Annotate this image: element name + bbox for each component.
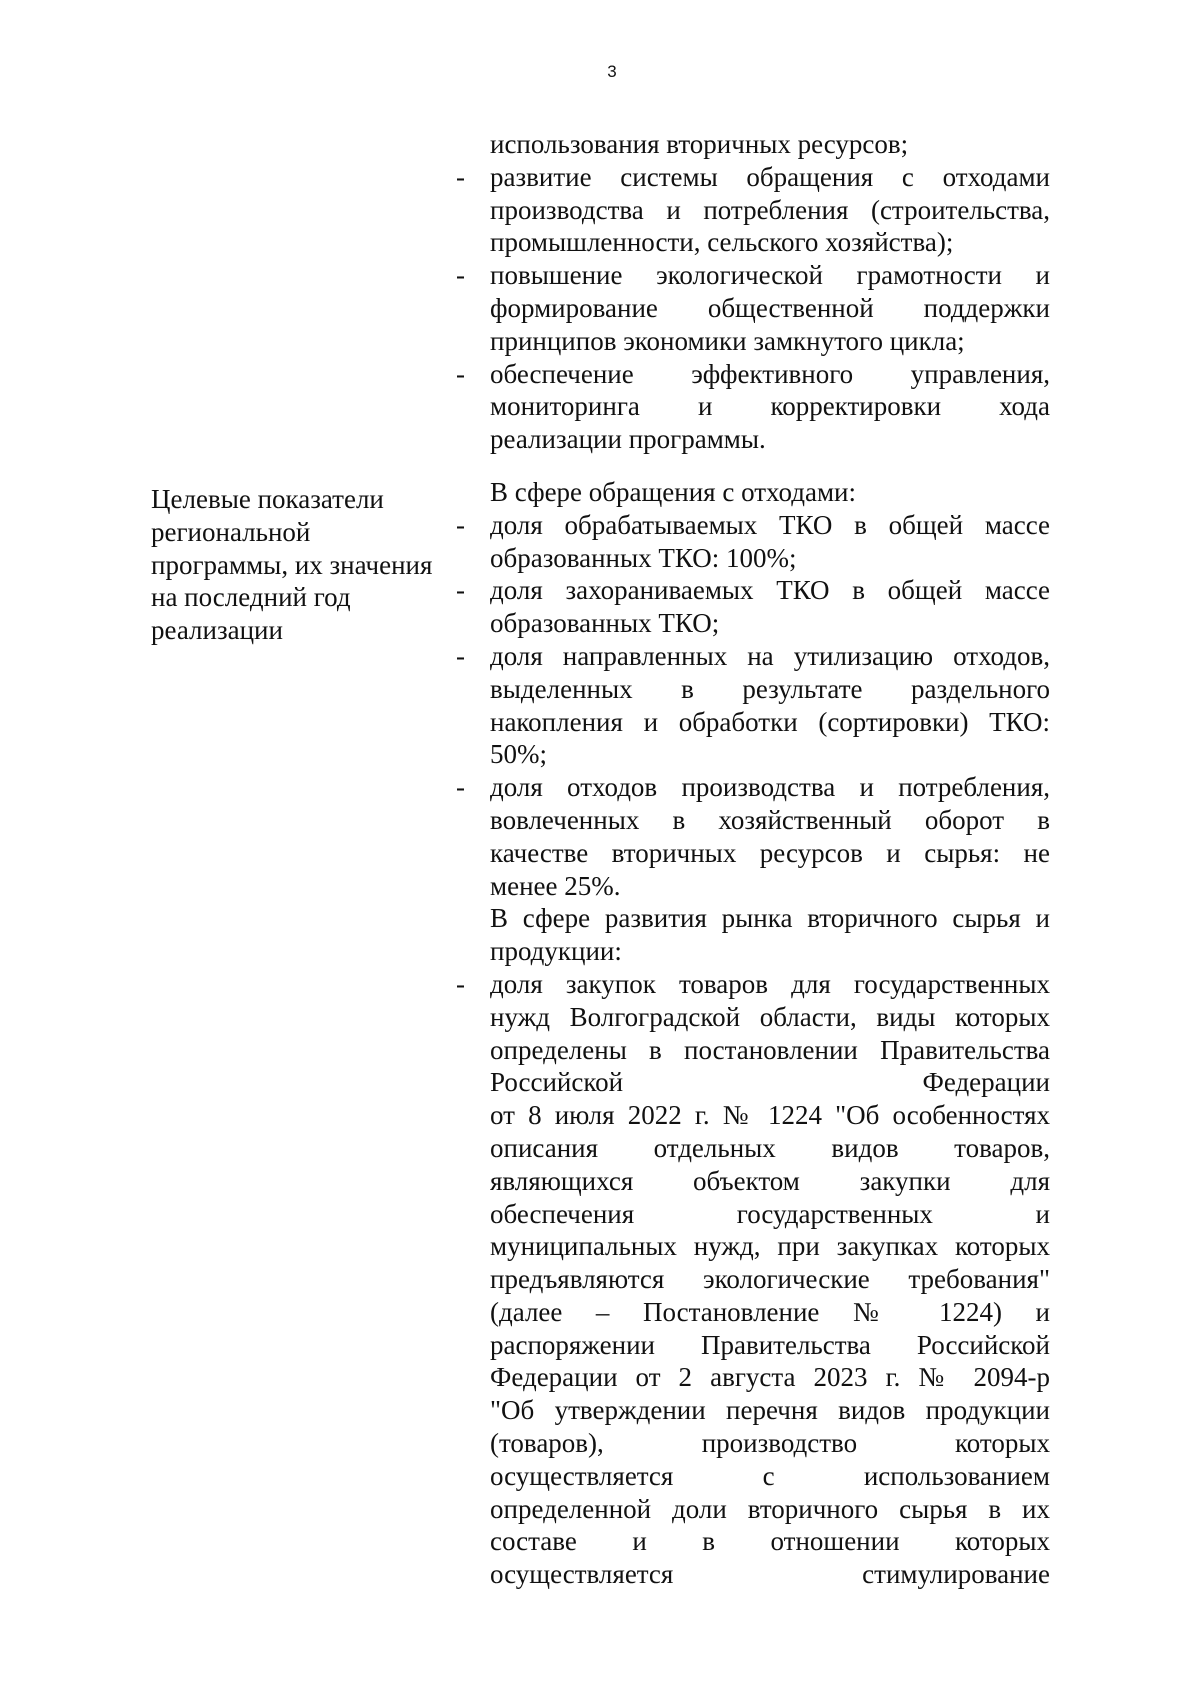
text-line bbox=[490, 607, 1050, 640]
list-dash: - bbox=[456, 260, 465, 291]
text-line bbox=[456, 509, 1050, 542]
text-line bbox=[490, 194, 1050, 227]
text-line bbox=[456, 574, 1050, 607]
text-line bbox=[490, 1460, 1050, 1493]
line-text: вовлеченных в хозяйственный оборот в bbox=[490, 804, 1050, 835]
line-text: доля обрабатываемых ТКО в общей массе bbox=[490, 509, 1050, 540]
line-text: формирование общественной поддержки bbox=[490, 292, 1050, 323]
text-line bbox=[490, 1099, 1050, 1132]
text-line bbox=[456, 640, 1050, 673]
line-text: (далее – Постановление № 1224) и bbox=[490, 1296, 1050, 1327]
line-text: развитие системы обращения с отходами bbox=[490, 161, 1050, 192]
label-line: региональной bbox=[151, 516, 311, 547]
text-line bbox=[490, 423, 1050, 456]
line-text: Российской Федерации bbox=[490, 1067, 1050, 1098]
text-line bbox=[490, 804, 1050, 837]
text-line bbox=[490, 870, 1050, 903]
text-line bbox=[490, 1001, 1050, 1034]
line-text: образованных ТКО: 100%; bbox=[490, 542, 797, 573]
list-dash: - bbox=[456, 640, 465, 671]
text-line bbox=[456, 259, 1050, 292]
label-line: реализации bbox=[151, 615, 283, 646]
line-text: менее 25%. bbox=[490, 870, 621, 901]
label-line: Целевые показатели bbox=[151, 484, 384, 514]
line-text: нужд Волгоградской области, виды которых bbox=[490, 1001, 1050, 1032]
text-line bbox=[490, 1296, 1050, 1329]
line-text: от 8 июля 2022 г. № 1224 "Об особенностях bbox=[490, 1100, 1050, 1131]
text-line bbox=[490, 128, 1050, 161]
line-text: осуществляется с использованием bbox=[490, 1460, 1050, 1491]
line-text: доля направленных на утилизацию отходов, bbox=[490, 640, 1050, 671]
text-line bbox=[490, 673, 1050, 706]
text-line bbox=[490, 1165, 1050, 1198]
line-text: выделенных в результате раздельного bbox=[490, 673, 1050, 704]
line-text: обеспечения государственных и bbox=[490, 1198, 1050, 1229]
line-text: накопления и обработки (сортировки) ТКО: bbox=[490, 706, 1050, 737]
line-text: составе и в отношении которых bbox=[490, 1526, 1050, 1557]
line-text: образованных ТКО; bbox=[490, 608, 720, 639]
line-text: осуществляется стимулирование bbox=[490, 1559, 1050, 1590]
label-line: программы, их значения bbox=[151, 549, 433, 580]
line-text: обеспечение эффективного управления, bbox=[490, 358, 1050, 389]
text-line bbox=[490, 1525, 1050, 1558]
list-dash: - bbox=[456, 161, 465, 192]
text-line bbox=[456, 968, 1050, 1001]
text-line bbox=[490, 292, 1050, 325]
line-text: производства и потребления (строительства, bbox=[490, 194, 1050, 225]
line-text: качестве вторичных ресурсов и сырья: не bbox=[490, 837, 1050, 868]
list-dash: - bbox=[456, 358, 465, 389]
text-line bbox=[490, 1034, 1050, 1067]
list-dash: - bbox=[456, 772, 465, 803]
indicators-list bbox=[456, 476, 1050, 1591]
text-line bbox=[490, 1493, 1050, 1526]
text-line bbox=[490, 1132, 1050, 1165]
line-text: повышение экологической грамотности и bbox=[490, 260, 1050, 291]
line-text: В сфере обращения с отходами: bbox=[490, 476, 856, 507]
line-text: доля отходов производства и потребления, bbox=[490, 772, 1050, 803]
indicator-label-cell bbox=[151, 483, 451, 647]
line-text: принципов экономики замкнутого цикла; bbox=[490, 325, 965, 356]
line-text: являющихся объектом закупки для bbox=[490, 1165, 1050, 1196]
line-text: В сфере развития рынка вторичного сырья и bbox=[490, 903, 1050, 934]
line-text: реализации программы. bbox=[490, 424, 766, 455]
text-line bbox=[490, 226, 1050, 259]
line-text: промышленности, сельского хозяйства); bbox=[490, 227, 954, 258]
list-dash: - bbox=[456, 968, 465, 999]
text-line bbox=[456, 771, 1050, 804]
line-text: муниципальных нужд, при закупках которых bbox=[490, 1231, 1050, 1262]
text-line bbox=[490, 1427, 1050, 1460]
line-text: мониторинга и корректировки хода bbox=[490, 391, 1050, 422]
text-line bbox=[490, 1230, 1050, 1263]
line-text: предъявляются экологические требования" bbox=[490, 1264, 1050, 1295]
text-line bbox=[490, 1066, 1050, 1099]
list-dash: - bbox=[456, 575, 465, 606]
page-number: 3 bbox=[607, 62, 617, 81]
label-line: на последний год bbox=[151, 582, 351, 613]
text-line bbox=[490, 1263, 1050, 1296]
text-line bbox=[490, 706, 1050, 739]
text-line bbox=[456, 161, 1050, 194]
text-line bbox=[490, 1361, 1050, 1394]
text-line bbox=[490, 1198, 1050, 1231]
text-line bbox=[490, 325, 1050, 358]
line-text: Федерации от 2 августа 2023 г. № 2094-р bbox=[490, 1362, 1050, 1393]
text-line bbox=[490, 935, 1050, 968]
line-text: "Об утверждении перечня видов продукции bbox=[490, 1395, 1050, 1426]
line-text: распоряжении Правительства Российской bbox=[490, 1329, 1050, 1360]
line-text: определены в постановлении Правительства bbox=[490, 1034, 1050, 1065]
line-text: определенной доли вторичного сырья в их bbox=[490, 1493, 1050, 1524]
text-line bbox=[490, 738, 1050, 771]
line-text: использования вторичных ресурсов; bbox=[490, 129, 909, 159]
text-line bbox=[490, 1394, 1050, 1427]
line-text: продукции: bbox=[490, 936, 622, 967]
text-line bbox=[490, 902, 1050, 935]
tasks-list bbox=[456, 128, 1050, 456]
text-line bbox=[490, 837, 1050, 870]
text-line bbox=[490, 476, 1050, 509]
text-line bbox=[490, 542, 1050, 575]
line-text: описания отдельных видов товаров, bbox=[490, 1132, 1050, 1163]
goals-content-cell bbox=[456, 128, 1050, 1591]
text-line bbox=[490, 390, 1050, 423]
text-line bbox=[490, 1558, 1050, 1591]
line-text: (товаров), производство которых bbox=[490, 1428, 1050, 1459]
line-text: доля закупок товаров для государственных bbox=[490, 968, 1050, 999]
text-line bbox=[490, 1329, 1050, 1362]
line-text: 50%; bbox=[490, 739, 547, 770]
line-text: доля захораниваемых ТКО в общей массе bbox=[490, 575, 1050, 606]
list-dash: - bbox=[456, 509, 465, 540]
text-line bbox=[456, 358, 1050, 391]
